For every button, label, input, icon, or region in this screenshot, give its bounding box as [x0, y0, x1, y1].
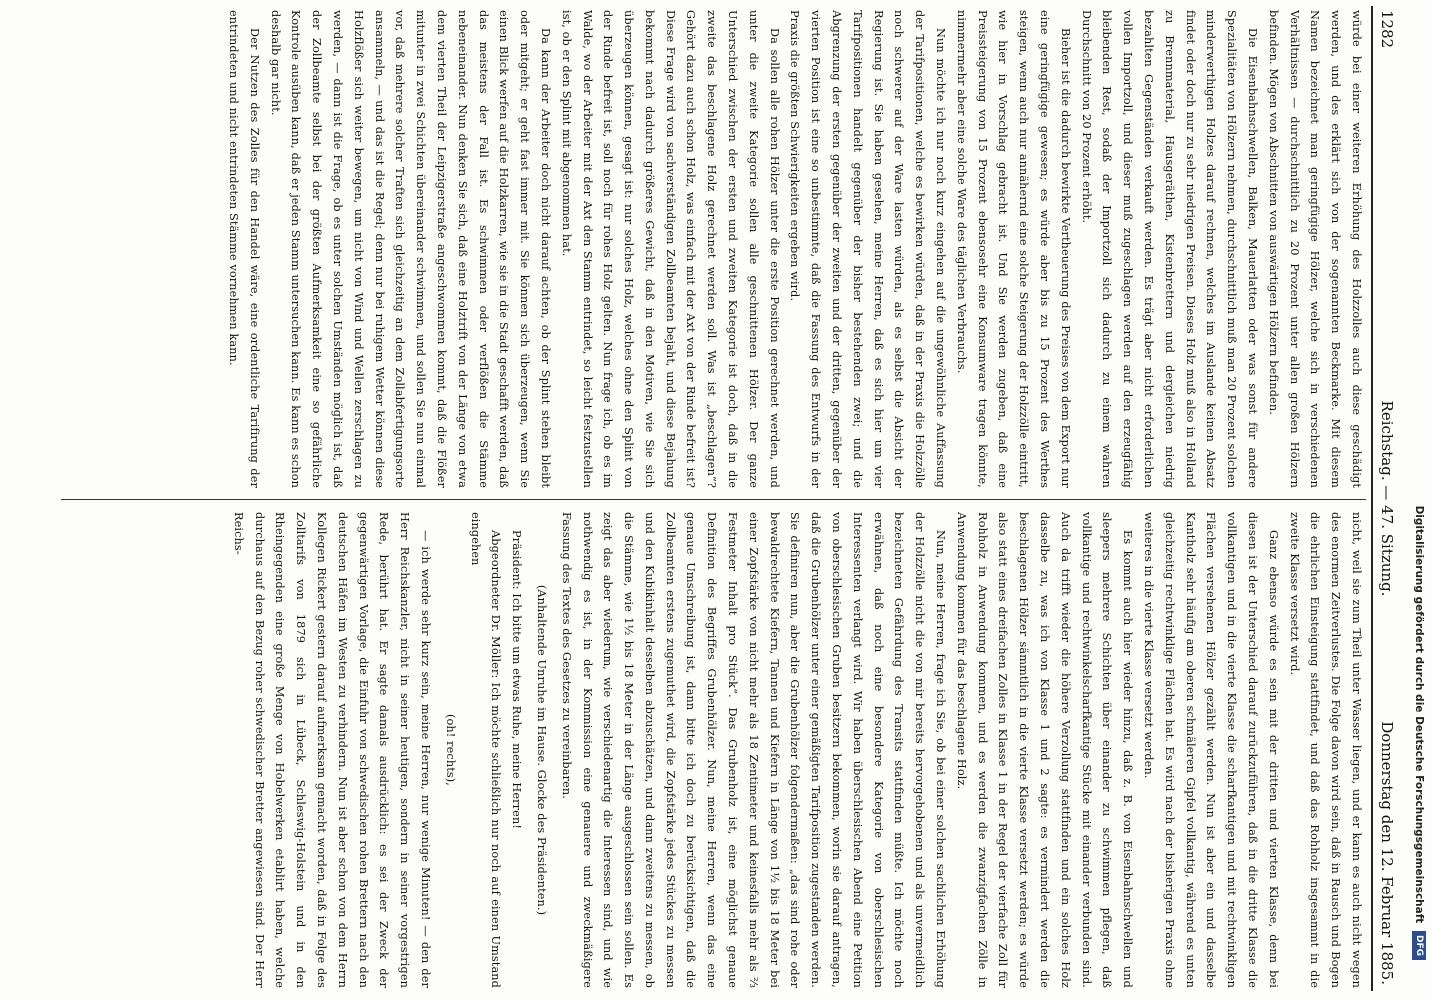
session-title: Reichstag. — 47. Sitzung. [1378, 400, 1396, 597]
funding-notice-text: Digitalisierung gefördert durch die Deutsche Forschungsgemeinschaft [1413, 505, 1425, 924]
dfg-logo-badge: DFG [1412, 931, 1426, 960]
president-remark: Präsident: Ich bitte um etwas Ruhe, meine Herren! [510, 530, 524, 829]
header-rule [1371, 6, 1373, 991]
paragraph: Da sollen alle rohen Hölzer unter die erste Position gerechnet werden, und unter die zweite Kategorie sollen alle geschnittenen Hölzer. Der ganze Unterschied zwischen der ersten und zweiten Kategorie ist doch, daß in die zweite das beschlagene Holz gerechnet werden soll. Was ist „beschlagen“? Gehört dazu auch schon Holz, was einfach mit der Axt von der Rinde befreit ist? Diese Frage wird von sachverständigen Zollbeamten bejaht, und diese Bejahung bekommt nach dadurch größeres Gewicht, daß in den Motiven, wie Sie sich überzeugen können, gesagt ist: nur solches Holz, welches ohne den Splint von der Rinde befreit ist, soll noch für rohes Holz gelten. Nun frage ich, ob es im Walde, wo der Arbeiter mit der Axt den Stamm entrindet, so leicht festzustellen ist, ob er den Splint mit abgenommen hat. [559, 10, 781, 488]
paragraph: Da kann der Arbeiter doch nicht darauf achten, ob der Splint stehen bleibt oder mitgeht; er geht fast immer mit. Sie können sich überzeugen, wenn Sie einen Blick werfen auf die Holzkarren, wie sie in die Stadt geschafft werden, daß das meistens der Fall ist. Es schwimmen oder verflößen die Stämme nebeneinander. Nun denken Sie sich, daß eine Holztrift von der Länge von etwa dem vierten Theil der Leipzigerstraße angeschwommen kommt, daß die Flößer mitunter in zwei Schichten übereinander schwimmen, und sollen Sie nun einmal vor, daß mehrere solcher Traften sich gleichzeitig an dem Zollabfertigungsorte ansammeln, — und das ist die Regel; denn nur bei ruhigem Wetter können diese Holzflößer sich weiter bewegen, um nicht von Wind und Wellen zerschlagen zu werden, — dann ist die Frage, ob es unter solchen Umständen möglich ist, daß der Zollbeamte selbst bei der größten Aufmerksamkeit eine so gefährliche Kontrole ausüben kann, daß er jeden Stamm untersuchen kann. Es kann es schon deshalb gar nicht. [268, 10, 552, 488]
paragraph: Ganz ebenso würde es sein mit der dritten und vierten Klasse, denn bei diesen ist der Unterschied darauf zurückzuführen, daß in die dritte Klasse die vollkantigen und in die vierte Klasse die scharfkantigen und mit rechtwinkligen Flächen versehenen Hölzer gezählt werden. Nun ist aber ein und dasselbe Kantholz sehr häufig am oberen schmäleren Gipfel vollkantig, während es unten gleichzeitig rechtwinklige Flächen hat. Es wird nach der bisherigen Praxis ohne weiteres in die vierte Klasse versetzt werden. [1142, 512, 1280, 988]
interjection: (oh! rechts), [443, 714, 457, 786]
page-header [1372, 6, 1400, 991]
paragraph: Bieher ist die dadurch bewirkte Vertheuerung des Preises von dem Export nur eine geringfügige gewesen; es würde aber bis zu 15 Prozent des Werthes steigen, wenn auch nur annähernd eine solche Steigerung der Holzzölle eintritt, wie hier in Vorschlag gebracht ist. Und Sie werden zugeben, daß eine Preissteigerung von 15 Prozent ebensosehr eine Konsumware tragen könnte, nimmermehr aber eine solche Ware des täglichen Verbrauchs. [954, 10, 1072, 488]
paragraph: Die Eisenbahnschwellen, Balken, Mauerlatten oder was sonst für andere Spezialitäten von Hölzern nehmen, durchschnittlich muß man 20 Prozent solchen minderwerthigen Holzes darauf rechnen, welches im Auslande keinen Absatz findet oder doch nur zu sehr niedrigen Preisen. Dieses Holz muß also in Holland zu Brennmaterial, Hausgeräthen, Kistenbrettern und dergleichen niedrig bezahlten Gegenständen verkauft werden. Es trägt aber nicht erforderlichen vollen Importzoll, und dieser muß zugeschlagen werden auf den erzeugfähig bleibenden Rest, sodaß der Importzoll sich dadurch zu einem wahren Durchschnitt von 20 Prozent erhöht. [1079, 10, 1260, 488]
paragraph: Nun, meine Herren, frage ich Sie, ob bei einer solchen sachlichen Erhöhung der Holzzölle nicht die von mir bereits hervorgehobenen und als unvermeidlich bezeichneten Gefährdung des Transits stattfinden müßte. Ich möchte noch erwähnen, daß noch eine besondere Kategorie von oberschlesischen Interessenten verlangt wird. Wir haben überschlesischen Abend eine Petition von oberschlesischen Gruben besitzern bekommen, worin sie darauf antragen, daß die Grubenhölzer unter einer gemäßigten Tarifposition zugestanden werden. Sie definiren nun, aber die Grubenhölzer folgendermaßen: „das sind rohe oder bewaldrechtete Kiefern, Tannen und Kiefern in Länge von 1½ bis 18 Meter bei einer Zopfstärke von nicht mehr als 18 Zentimeter und keinesfalls mehr als ⅔ Festmeter Inhalt pro Stück“. Das Grubenholz ist, eine möglichst genaue Definition des Begriffes Grubenhölzer. Nun, meine Herren, wenn das eine genaue Umschreibung ist, dann bitte ich doch zu berücksichtigen, daß die Zollbeamten erstens zugemuthet wird, die Zopfstärke jedes Stückes zu messen und den Kubikinhalt desselben abzuschätzen, und dann zweitens zu messen, ob die Stämme, wie 1½ bis 18 Meter in der Länge ausgeschlossen sein sollen. Es zeigt das aber wiederum, wie verschiedenartig die Interessen sind, und wie nothwendig es ist, in der Kommission eine genauere und zweckmäßigere Fassung des Textes des Gesetzes zu vereinbaren. [559, 512, 948, 988]
funding-notice [1408, 20, 1430, 960]
paragraph: Der Nutzen des Zolles für den Handel wäre, eine ordentliche Tarifirung der entrindeten und nicht entrindeten Stämme vornehmen kann. [226, 10, 261, 488]
paragraph: — ich werde sehr kurz sein, meine Herren, nur wenige Minuten! — den der Herr Reichskanzler, nicht in seiner heutigen, sondern in seiner vorgestrigen Rede, berührt hat. Er sagte damals ausdrücklich: es sei der Zweck der gegenwärtigen Vorlage, die Einfuhr von schwedischen rohen Brettern nach den deutschen Häfen im Westen zu verhindern. Nun ist aber schon von dem Herrn Kollegen Rickert gestern darauf aufmerksam gemacht worden, daß in Folge des Zolltarifs von 1879 sich in Lübeck, Schleswig-Holstein und in den Rheingegenden eine große Menge von Hobelwerken etablirt haben, welche durchaus auf den Bezug roher schwedischer Bretter angewiesen sind. Der Herr Reichs- [231, 512, 432, 988]
left-column [56, 10, 1366, 488]
speaker-remark: Abgeordneter Dr. Möller: Ich möchte schließlich nur noch auf einen Umstand eingehen [468, 512, 503, 988]
paragraph: Es kommt auch hier wieder hinzu, daß z. B. von Eisenbahnschwellen und sleepers mehrere Schichten über einander zu schwimmen pflegen, daß vollkantige und rechtwinkelscharfkantige Stücke mit einander verbunden sind. Auch da trifft wieder die höhere Verzollung stattfinden und ein solches Holz dasselbe zu, was ich von Klasse 1 und 2 sagte: es vermindert werden die beschlagenen Hölzer sämmtlich in die vierte Klasse versetzt werden; es würde also statt eines dreifachen Zolles in Klasse 1 in der Regel der vierfache Zoll für Rohholz in Anwendung kommen, und es werden die zwanzigfachen Zölle in Anwendung kommen für das beschlagene Holz. [954, 512, 1135, 988]
page-number: 1282 [1378, 10, 1396, 49]
paragraph: nicht, weil sie zum Theil unter Wasser liegen, und er kann es auch nicht wegen des enormen Zeitverlustes. Die Folge davon wird sein, daß in Rausch und Bogen die ehrlichen Einsteigung stattfindet, und daß das Rohholz insgesammt in die zweite Klasse versetzt wird. [1287, 512, 1363, 988]
stage-direction: (Anhaltende Unruhe im Hause. Glocke des Präsidenten.) [534, 584, 548, 916]
right-column [56, 512, 1366, 988]
dfg-sidebar [1408, 20, 1430, 960]
paragraph: Nun möchte ich nur noch kurz eingehen auf die ungewöhnliche Auffassung der Tarifpositionen, welche es bewirken würden, daß in der Praxis die Holzzölle noch schwerer auf der Ware lasten würden, als es selbst die Absicht der Regierung ist. Sie haben gesehen, meine Herren, daß es sich hier um vier Tarifpositionen handelt gegenüber der bisher bestehenden zwei; und die Abgrenzung der ersten gegenüber der zweiten und der dritten, gegenüber der vierten Position ist eine so unbestimmte, daß die Fassung des Entwurfs in der Praxis die größten Schwierigkeiten ergeben wird. [788, 10, 948, 488]
column-divider [61, 499, 1366, 500]
paragraph: würde bei einer weiteren Erhöhung des Holzzolles auch diese geschädigt werden, und des erklärt sich von der sogenannten Beckmarke. Mit diesem Namen bezeichnet man geringfügige Hölzer, welche sich in verschiedenen Verhältnissen — durchschnittlich zu 20 Prozent unter allen großen Hölzern befinden. Mögen von Abschnitten von auswärtigen Hölzern befinden. [1266, 10, 1363, 488]
session-date: Donnerstag den 12. Februar 1885. [1378, 721, 1396, 985]
newspaper-page [30, 6, 1400, 991]
